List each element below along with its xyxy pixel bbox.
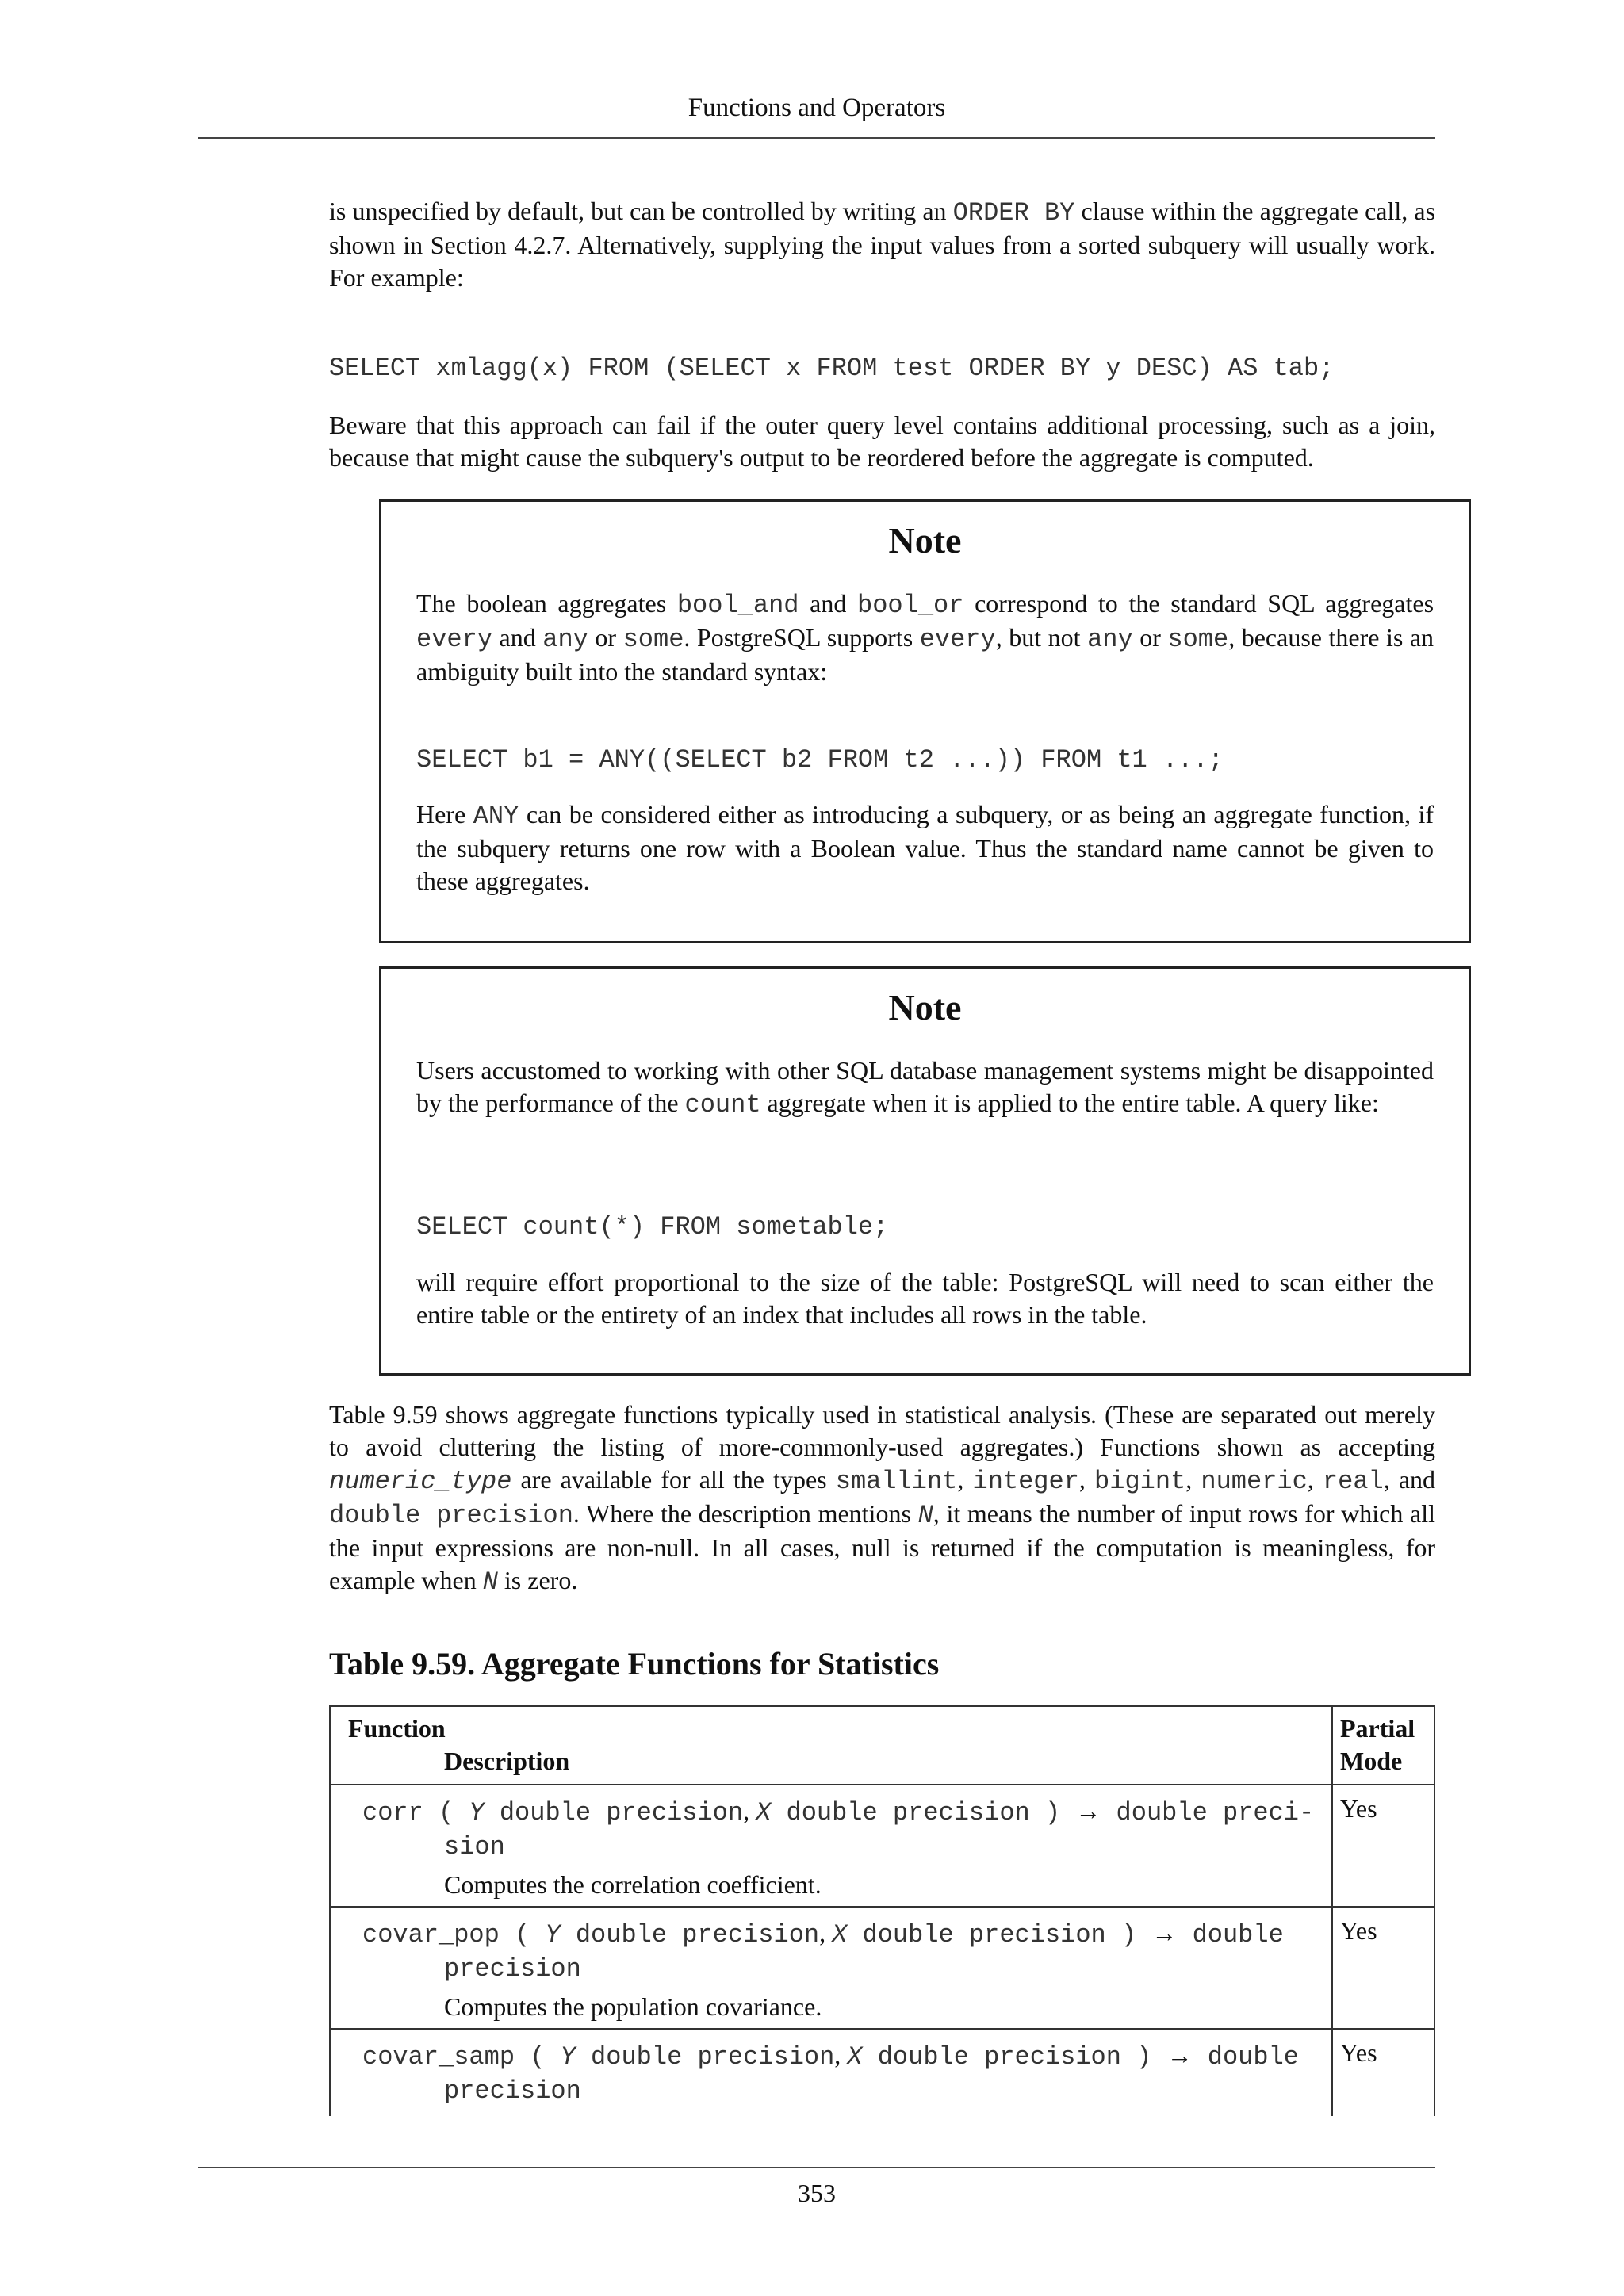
inline-code: ANY [473, 802, 519, 831]
page-number: 353 [798, 2179, 836, 2207]
function-description-covar-pop: Computes the population covariance. [444, 1992, 822, 2021]
table-border-right [1434, 1705, 1435, 2116]
returns-arrow: → [1075, 1797, 1101, 1825]
function-description-corr: Computes the correlation coefficient. [444, 1870, 822, 1899]
function-name: corr [362, 1798, 423, 1827]
note-paragraph-1: The boolean aggregates bool_and and bool_or correspond to the standard SQL aggregates every and any or some. PostgreSQL supports every, but not any or some, because there is an ambiguity built into the standard syntax: [416, 589, 1434, 686]
inline-code: real [1322, 1467, 1384, 1496]
inline-code: N [482, 1567, 498, 1597]
note-paragraph-2-wrap [416, 1266, 1434, 1331]
intro-paragraph-1: is unspecified by default, but can be controlled by writing an ORDER BY clause within the aggregate call, as shown in Section 4.2.7. Alternatively, supplying the input values from a sorted subquery will usually work. For example: [329, 197, 1436, 292]
inline-code: numeric [1201, 1467, 1308, 1496]
inline-code: ORDER BY [952, 198, 1075, 228]
code-block-xmlagg: SELECT xmlagg(x) FROM (SELECT x FROM test ORDER BY y DESC) AS tab; [329, 354, 1335, 383]
note-body [416, 1054, 1434, 1121]
table-border-top [329, 1705, 1435, 1707]
table-column-divider [1331, 1705, 1333, 2116]
returns-arrow: → [1151, 1919, 1178, 1947]
inline-code: bool_and [676, 591, 799, 620]
note-box-boolean [379, 499, 1471, 943]
stats-intro-paragraph: Table 9.59 shows aggregate functions typically used in statistical analysis. (These are separated out merely to avoid cluttering the listing of more-commonly-used aggregates.) Functions shown as accepting numeric_type are available for all the types smallint, integer, bigint, numeric, real, and double precision. Where the description mentions N, it means the number of input rows for which all the input expressions are non-null. In all cases, null is returned if the computation is meaningless, for example when N is zero. [329, 1400, 1436, 1597]
footer-rule [198, 2167, 1435, 2168]
inline-code: double precision [329, 1501, 573, 1530]
inline-code: some [622, 625, 684, 654]
table-border-left [329, 1705, 331, 2116]
function-name: covar_samp [362, 2042, 515, 2072]
note-paragraph-2: will require effort proportional to the size of the table: PostgreSQL will need to scan either the entire table or the entirety of an index that includes all rows in the table. [416, 1268, 1434, 1329]
header-partial-mode-line1: Partial [1340, 1714, 1415, 1743]
running-header: Functions and Operators [688, 94, 946, 122]
partial-mode-corr: Yes [1340, 1794, 1377, 1823]
param-name: Y [545, 1920, 561, 1950]
stats-intro-section [329, 1399, 1435, 1598]
partial-mode-covar-pop: Yes [1340, 1916, 1377, 1945]
inline-code: every [919, 625, 996, 654]
inline-code: smallint [835, 1467, 958, 1496]
inline-code: some [1167, 625, 1229, 654]
note-paragraph-2: Here ANY can be considered either as introducing a subquery, or as being an aggregate function, if the subquery returns one row with a Boolean value. Thus the standard name cannot be given to these aggregates. [416, 800, 1434, 895]
note-code-block: SELECT b1 = ANY((SELECT b2 FROM t2 ...)) FROM t1 ...; [416, 745, 1224, 775]
header-partial-mode-line2: Mode [1340, 1747, 1403, 1775]
note-title: Note [888, 987, 962, 1027]
intro-section [329, 195, 1435, 294]
intro-paragraph-2-wrap [329, 409, 1435, 474]
header-rule [198, 137, 1435, 139]
inline-code: integer [972, 1467, 1079, 1496]
function-name: covar_pop [362, 1920, 500, 1950]
note-paragraph-2-wrap [416, 798, 1434, 897]
param-name: Y [469, 1798, 485, 1827]
inline-code: numeric_type [329, 1467, 512, 1496]
note-body [416, 587, 1434, 688]
inline-code: N [917, 1501, 933, 1530]
function-signature-covar-samp: covar_samp ( Y double precision, X double precision ) → double precision [362, 2041, 1299, 2106]
table-header-divider [329, 1784, 1435, 1785]
inline-code: bigint [1094, 1467, 1186, 1496]
partial-mode-covar-samp: Yes [1340, 2038, 1377, 2067]
statistics-functions-table [329, 1705, 1435, 2116]
note-code-block: SELECT count(*) FROM sometable; [416, 1212, 889, 1242]
inline-code: every [416, 625, 493, 654]
inline-code: any [1087, 625, 1133, 654]
note-title: Note [888, 520, 962, 561]
param-name: Y [560, 2042, 576, 2072]
table-row-divider [329, 1906, 1435, 1908]
inline-code: bool_or [857, 591, 964, 620]
param-name: X [756, 1798, 772, 1827]
table-row-divider [329, 2028, 1435, 2030]
intro-paragraph-2: Beware that this approach can fail if the outer query level contains additional processing, such as a join, because that might cause the subquery's output to be reordered before the aggregate is computed. [329, 411, 1435, 472]
inline-code: count [684, 1090, 761, 1119]
param-name: X [832, 1920, 848, 1950]
param-name: X [847, 2042, 863, 2072]
note-box-count [379, 966, 1471, 1376]
header-function: Function [348, 1714, 446, 1743]
function-signature-corr: corr ( Y double precision, X double precision ) → double preci- sion [362, 1797, 1315, 1862]
returns-arrow: → [1166, 2041, 1193, 2069]
inline-code: any [542, 625, 588, 654]
function-signature-covar-pop: covar_pop ( Y double precision, X double precision ) → double precision [362, 1919, 1284, 1984]
header-description: Description [444, 1747, 570, 1775]
table-title: Table 9.59. Aggregate Functions for Statistics [329, 1646, 940, 1682]
note-paragraph-1: Users accustomed to working with other SQL database management systems might be disappointed by the performance of the count aggregate when it is applied to the entire table. A query like: [416, 1056, 1434, 1119]
